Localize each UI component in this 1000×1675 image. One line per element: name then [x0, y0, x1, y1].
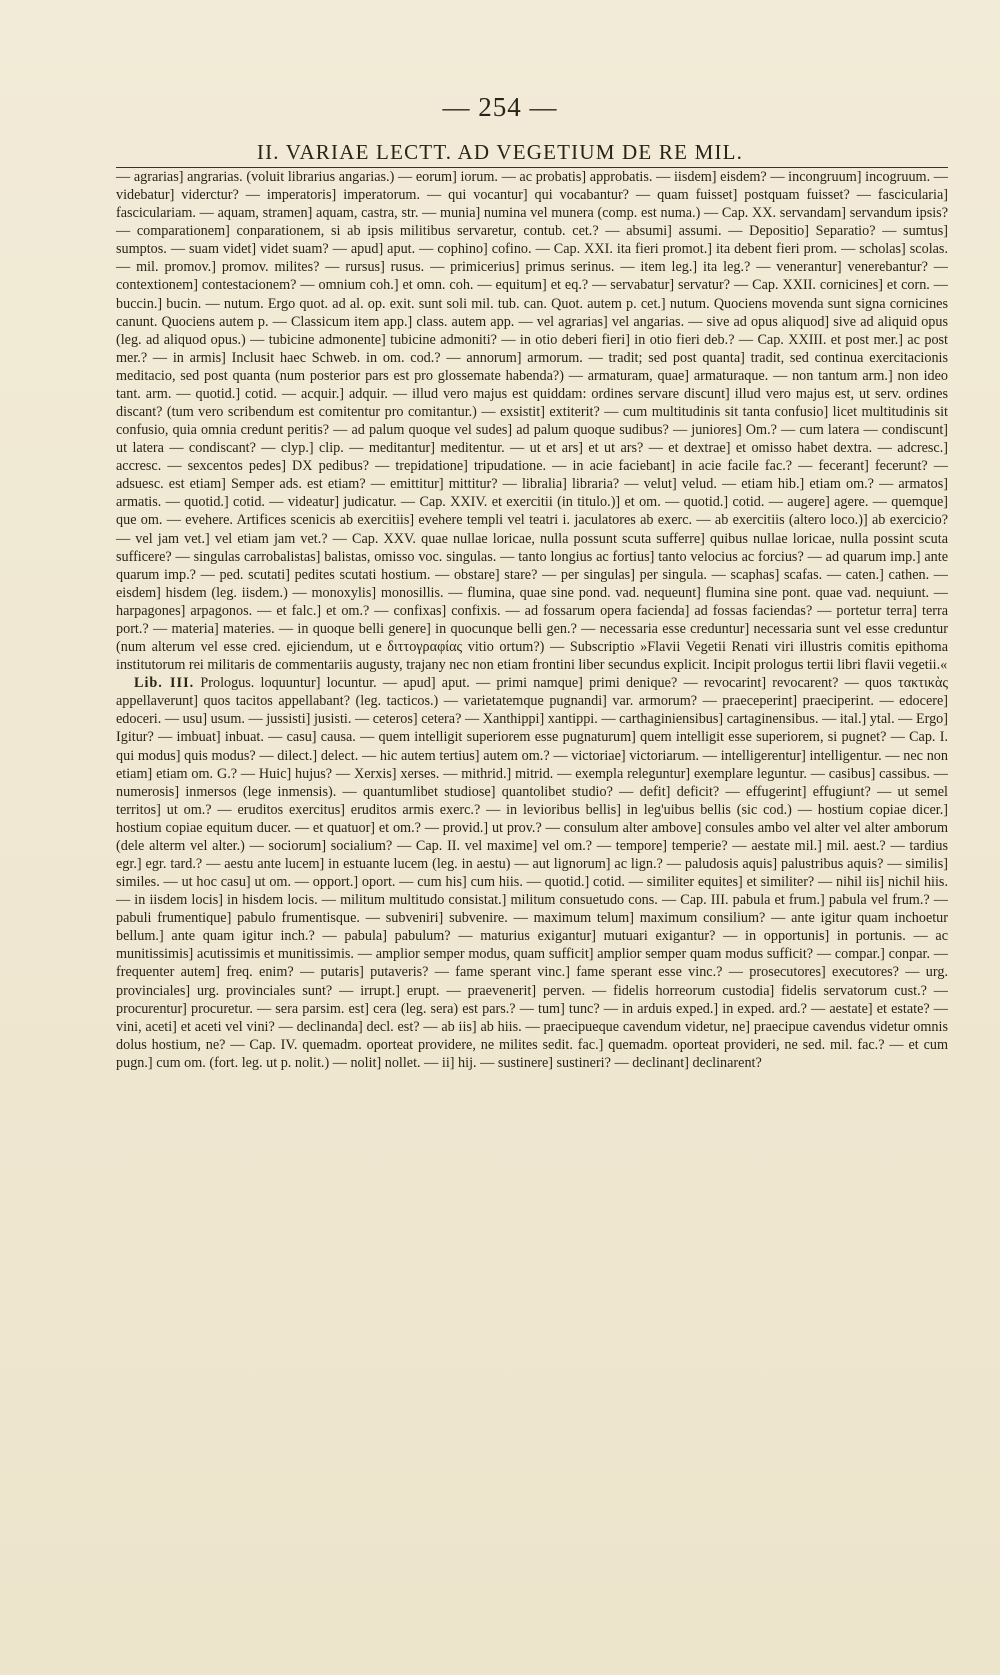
body-text: [116, 168, 948, 1072]
book-label: Lib. III.: [134, 675, 195, 692]
page-number: — 254 —: [442, 92, 558, 122]
paragraph-book-three-text: Prologus. loquuntur] locuntur. — apud] aput. — primi namque] primi denique? — revocarint] revocarent? — quos τακτικὰς appellaverunt] quos tacitos appellabant? (leg. tacticos.) — varietatemque pugnandi] var. armorum? — praeceperint] praeciperint. — edocere] edoceri. — usu] usum. — jussisti] jusisti. — ceteros] cetera? — Xanthippi] xantippi. — carthaginiensibus] cartaginensibus. — ital.] ytal. — Ergo] Igitur? — imbuat] inbuat. — casu] causa. — quem intelligit superiorem esse pugnaturum] quem intelligit esse superiorem, si pugnet? — Cap. I. qui modus] quis modus? — dilect.] delect. — hic autem tertius] autem om.? — victoriae] victoriarum. — intelligerentur] intelligentur. — nec non etiam] etiam om. G.? — Huic] hujus? — Xerxis] xerses. — mithrid.] mitrid. — exempla releguntur] exemplare leguntur. — casibus] cassibus. — numerosis] inmersos (lege inmensis). — quantumlibet studiose] quantolibet studio? — defit] deficit? — effugerint] effugiunt? — ut semel territos] ut om.? — eruditos exercitus] eruditos armis exerc.? — in levioribus bellis] in leg'uibus bellis (sic cod.) — hostium copiae dicer.] hostium copiae equitum ducer. — et quatuor] et om.? — provid.] ut prov.? — consulum alter ambove] consules ambo vel alter vel alter amborum (dele alterm vel alter.) — sociorum] socialium? — Cap. II. vel maxime] vel om.? — tempore] temperie? — aestate mil.] mil. aest.? — tardius egr.] egr. tard.? — aestu ante lucem] in estuante lucem (leg. in aestu) — aut lignorum] ac lign.? — paludosis aquis] palustribus aquis? — similis] similes. — ut hoc casu] ut om. — opport.] oport. — cum his] cum hiis. — quotid.] cotid. — similiter equites] et similiter? — nihil iis] nichil hiis. — in iisdem locis] in hisdem locis. — militum multitudo consistat.] militum consuetudo cons. — Cap. III. pabula et frum.] pabula vel frum.? — pabuli frumentique] pabulo frumentisque. — subveniri] subvenire. — maximum telum] maximum consilium? — ante igitur quam inchoetur bellum.] ante quam igitur inch.? — pabula] pabulum? — maturius exigantur] mutuari exigantur? — in opportunis] in portunis. — ac munitissimis] acutissimis et munitissimis. — amplior semper modus, quam sufficit] amplior semper quam modus sufficit? — compar.] conpar. — frequenter autem] freq. enim? — putaris] putaveris? — fame sperant vinc.] fame sperant esse vinc.? — prosecutores] executores? — urg. provinciales] urg. provinciales sunt? — irrupt.] erupt. — praevenerit] perven. — fidelis horreorum custodia] fidelis servatorum cust.? — procurentur] procuretur. — sera parsim. est] cera (leg. sera) est pars.? — tum] tunc? — in arduis exped.] in exped. ard.? — aestate] et estate? — vini, aceti] et aceti vel vini? — declinanda] decl. est? — ab iis] ab hiis. — praecipueque cavendum videtur, ne] praecipue cavendus videtur omnis dolus hostium, ne? — Cap. IV. quemadm. oporteat providere, ne milites sedit. fac.] quemadm. oporteat provideri, ne sed. mil. fac.? — et cum pugn.] cum om. (fort. leg. ut p. nolit.) — nolit] nollet. — ii] hij. — sustinere] sustineri? — declinant] declinarent?: [116, 675, 949, 1071]
paragraph-book-three: [116, 674, 948, 1072]
running-head: II. VARIAE LECTT. AD VEGETIUM DE RE MIL.: [256, 140, 744, 164]
paragraph-book-two-variants: — agrarias] angrarias. (voluit librarius angarias.) — eorum] iorum. — ac probatis] approbatis. — iisdem] eisdem? — incongruum] incogruum. — videbatur] viderctur? — imperatoris] imperatorum. — qui vocantur] qui vocabantur? — quam fuisset] postquam fuisset? — fascicularia] fasciculariam. — aquam, stramen] aquam, castra, str. — munia] numina vel munera (comp. est numa.) — Cap. XX. servandam] servandum ipsis? — comparationem] conparationem, si ab ipsis militibus servaretur, contub. cet.? — absumi] assumi. — Depositio] Separatio? — sumtus] sumptos. — suam videt] videt suam? — apud] aput. — cophino] cofino. — Cap. XXI. ita fieri promot.] ita debent fieri prom. — scholas] scolas. — mil. promov.] promov. milites? — rursus] rusus. — primicerius] primus serinus. — item leg.] ita leg.? — venerantur] venerebantur? — contextionem] contestacionem? — omnium coh.] et omn. coh. — equitum] et eq.? — servabatur] servatur? — Cap. XXII. cornicines] et corn. — buccin.] bucin. — nutum. Ergo quot. ad al. op. exit. sunt soli mil. tub. can. Quot. autem p. cet.] nutum. Quociens movenda sunt signa cornicines canunt. Quociens autem p. — Classicum item app.] class. autem app. — vel agrarias] vel angarias. — sive ad opus aliquod] sive ad aliquid opus (leg. ad aliquod opus.) — tubicine admonente] tubicine admoniti? — in otio deberi fieri] in otio fieri deb.? — Cap. XXIII. et post mer.] ac post mer.? — in armis] Inclusit haec Schweb. in om. cod.? — annorum] armorum. — tradit; sed post quanta] tradit, sed continua exercitacionis meditacio, sed post quanta (num posterior pars est pro glossemate habenda?) — armaturam, quae] armaturaque. — non tantum arm.] non ideo tant. arm. — quotid.] cotid. — acquir.] adquir. — illud vero majus est quiddam: ordines servare discunt] illud vero majus est, ut serv. ordines discant? (tum vero scribendum est comitentur pro comitantur.) — exsistit] extiterit? — cum multitudinis sit tanta confusio] licet multitudinis sit confusio, quia omnia credunt peritis? — ad palum quoque vel sudes] ad palum quoque sudibus? — juniores] Om.? — cum latera — condiscunt] ut latera — condiscant? — clyp.] clip. — meditantur] meditentur. — ut et ars] et ut ars? — et dextrae] et omisso habet dextra. — adcresc.] accresc. — sexcentos pedes] DX pedibus? — trepidatione] tripudatione. — in acie faciebant] in acie facile fac.? — fecerant] fecerunt? — adsuesc. est etiam] Semper ads. est etiam? — emittitur] mittitur? — libralia] libraria? — velut] velud. — etiam hib.] etiam om.? — armatos] armatis. — quotid.] cotid. — videatur] judicatur. — Cap. XXIV. et exercitii (in titulo.)] et om. — quotid.] cotid. — augere] agere. — quemque] que om. — evehere. Artifices scenicis ab exercitiis] evehere templi vel teatri i. jaculatores ab exerc. — ab exercitiis (altero loco.)] ab exercicio? — vel jam vet.] vel etiam jam vet.? — Cap. XXV. quae nullae loricae, nulla possunt scuta sufferre] quibus nullae loricae, nulla possint scuta sufficere? — singulas carrobalistas] balistas, omisso voc. singulas. — tanto longius ac fortius] tanto velocius ac forcius? — ad quarum imp.] ante quarum imp.? — ped. scutati] pedites scutati hostium. — obstare] stare? — per singulas] per singula. — scaphas] scafas. — caten.] cathen. — eisdem] hisdem (leg. iisdem.) — monoxylis] monosillis. — flumina, quae sine pond. vad. nequeunt] flumina sine pont. quae vad. nequiunt. — harpagones] arpagonos. — et falc.] et om.? — confixas] confixis. — ad fossarum opera facienda] ad fossas faciendas? — portetur terra] terra port.? — materia] materies. — in quoque belli genere] in quocunque belli gen.? — necessaria esse creduntur] necessaria sunt vel esse creduntur (num alterum vel esse cred. ejiciendum, ut e διττογραφίας vitio ortum?) — Subscriptio »Flavii Vegetii Renati viri illustris comitis epithoma institutorum rei militaris de commentariis augusty, trajany nec non etiam frontini liber secundus explicit. Incipit prologus tertii libri flavii vegetii.«: [116, 169, 948, 674]
